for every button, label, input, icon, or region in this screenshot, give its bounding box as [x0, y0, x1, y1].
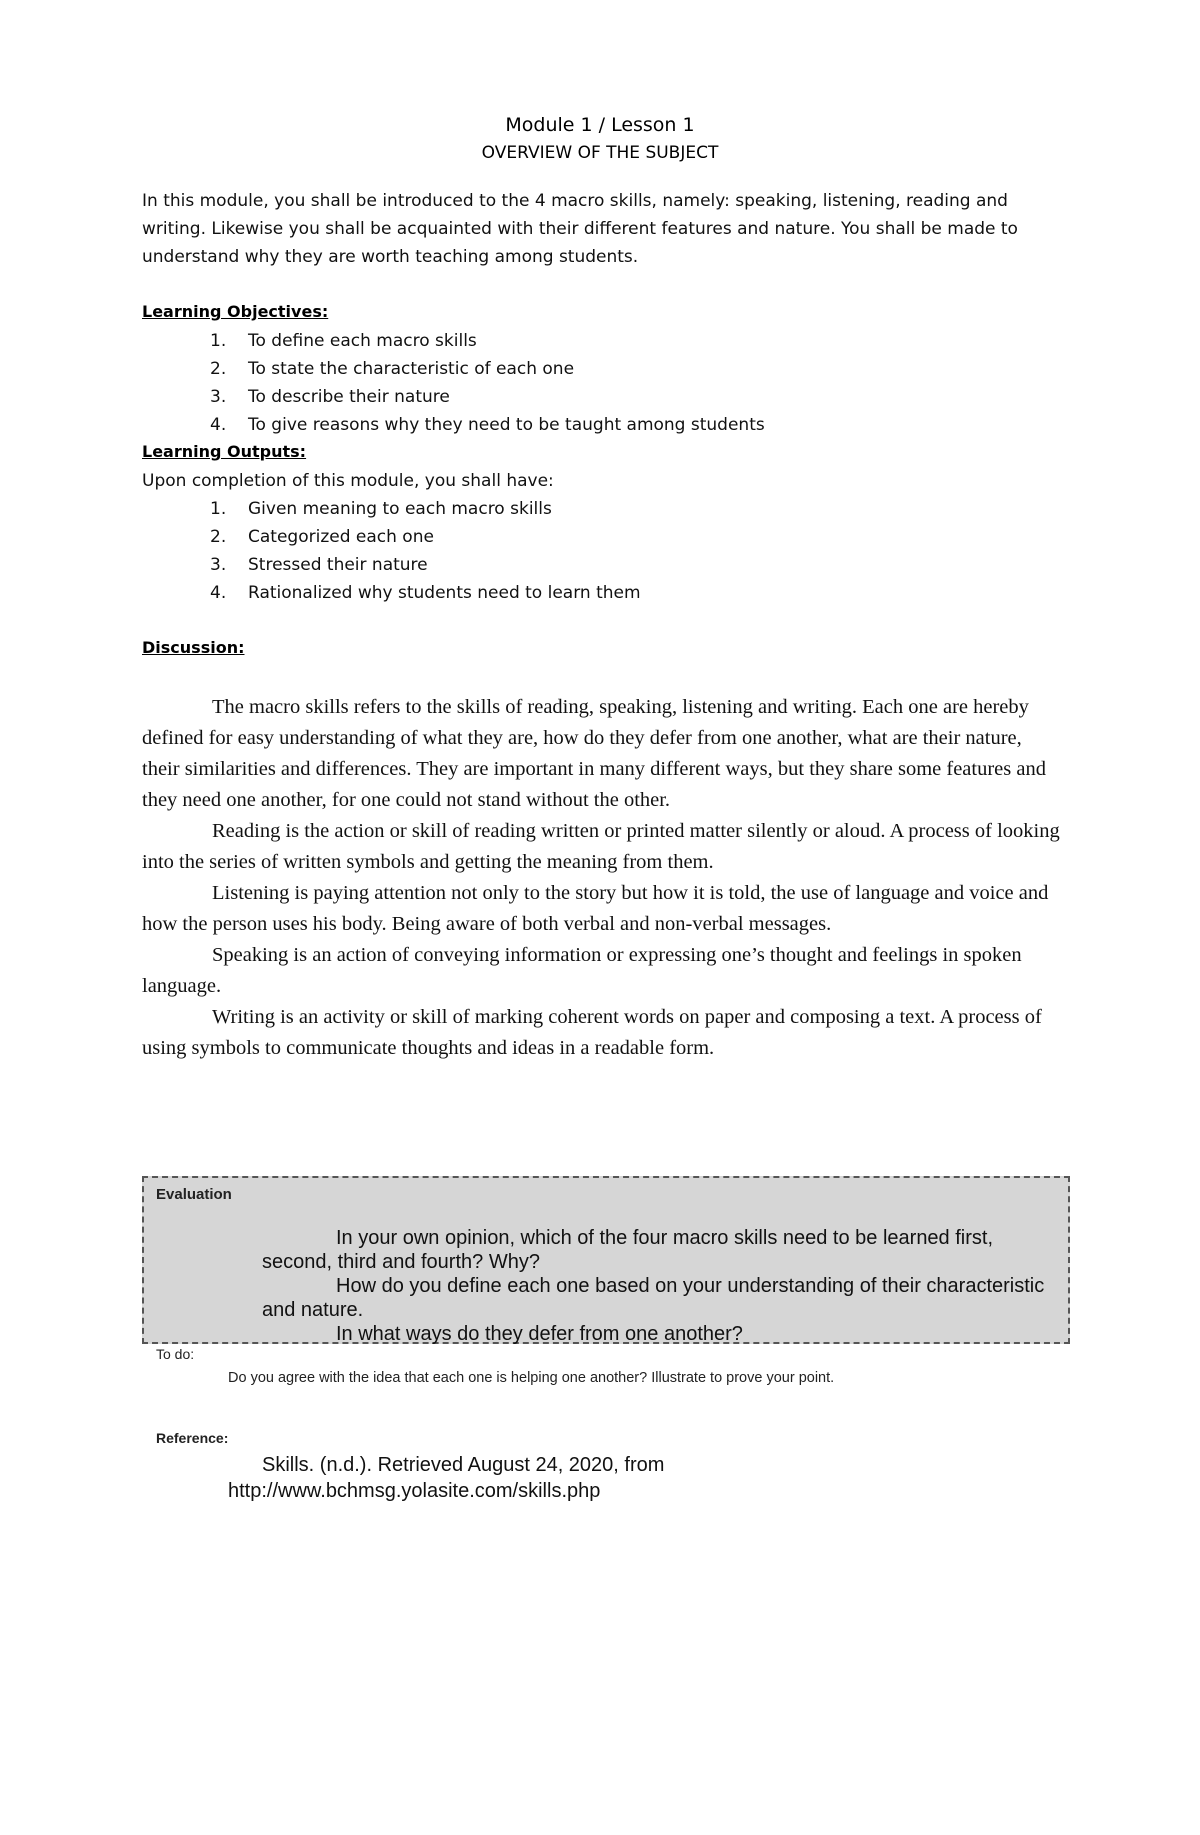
intro-text: In this module, you shall be introduced to the 4 macro skills, namely: speaking, listening, reading and writing. Likewise you shall be acquainted with their different features and nature. You shall be made to understand why they are worth teaching among students.	[142, 191, 1018, 267]
intro-paragraph	[142, 187, 1072, 271]
learning-objectives-list	[210, 327, 765, 439]
learning-outputs-lead: Upon completion of this module, you shall have:	[142, 471, 554, 491]
evaluation-question: In what ways do they defer from one another?	[336, 1323, 743, 1345]
learning-objectives-heading: Learning Objectives:	[142, 302, 329, 321]
reference-label: Reference:	[156, 1430, 229, 1446]
list-item: 2. To state the characteristic of each one	[210, 359, 575, 379]
list-item: 3. To describe their nature	[210, 387, 450, 407]
discussion-paragraph: Reading is the action or skill of reading written or printed matter silently or aloud. A process of looking into the series of written symbols and getting the meaning from them.	[142, 820, 1060, 873]
list-item: 1. To define each macro skills	[210, 331, 477, 351]
discussion-paragraph: Speaking is an action of conveying information or expressing one’s thought and feelings in spoken language.	[142, 944, 1022, 997]
evaluation-questions	[262, 1226, 1062, 1346]
reference-citation	[228, 1452, 664, 1504]
discussion-paragraph: Writing is an activity or skill of marking coherent words on paper and composing a text. A process of using symbols to communicate thoughts and ideas in a readable form.	[142, 1006, 1042, 1059]
learning-outputs-list	[210, 495, 641, 607]
todo-label: To do:	[156, 1346, 195, 1362]
discussion-paragraph: The macro skills refers to the skills of reading, speaking, listening and writing. Each one are hereby defined for easy understanding of what they are, how do they defer from one another, what are their nature, their similarities and differences. They are important in many different ways, but they share some features and they need one another, for one could not stand without the other.	[142, 696, 1046, 811]
discussion-paragraph: Listening is paying attention not only to the story but how it is told, the use of language and voice and how the person uses his body. Being aware of both verbal and non-verbal messages.	[142, 882, 1049, 935]
evaluation-label: Evaluation	[156, 1186, 232, 1203]
list-item: 4. To give reasons why they need to be taught among students	[210, 415, 765, 435]
reference-line: Skills. (n.d.). Retrieved August 24, 2020, from	[262, 1454, 665, 1476]
learning-outputs-heading: Learning Outputs:	[142, 442, 307, 461]
todo-text: Do you agree with the idea that each one is helping one another? Illustrate to prove your point.	[228, 1370, 835, 1386]
list-item: 3. Stressed their nature	[210, 555, 428, 575]
evaluation-question: How do you define each one based on your understanding of their characteristic and nature.	[262, 1275, 1045, 1321]
list-item: 1. Given meaning to each macro skills	[210, 499, 552, 519]
discussion-body	[142, 692, 1062, 1064]
discussion-heading: Discussion:	[142, 638, 245, 657]
evaluation-question: In your own opinion, which of the four macro skills need to be learned first, second, third and fourth? Why?	[262, 1227, 994, 1273]
page-subtitle: OVERVIEW OF THE SUBJECT	[481, 143, 719, 163]
reference-url: http://www.bchmsg.yolasite.com/skills.php	[228, 1480, 601, 1502]
list-item: 2. Categorized each one	[210, 527, 434, 547]
evaluation-box	[142, 1176, 1070, 1344]
page-title: Module 1 / Lesson 1	[505, 114, 695, 136]
list-item: 4. Rationalized why students need to learn them	[210, 583, 641, 603]
